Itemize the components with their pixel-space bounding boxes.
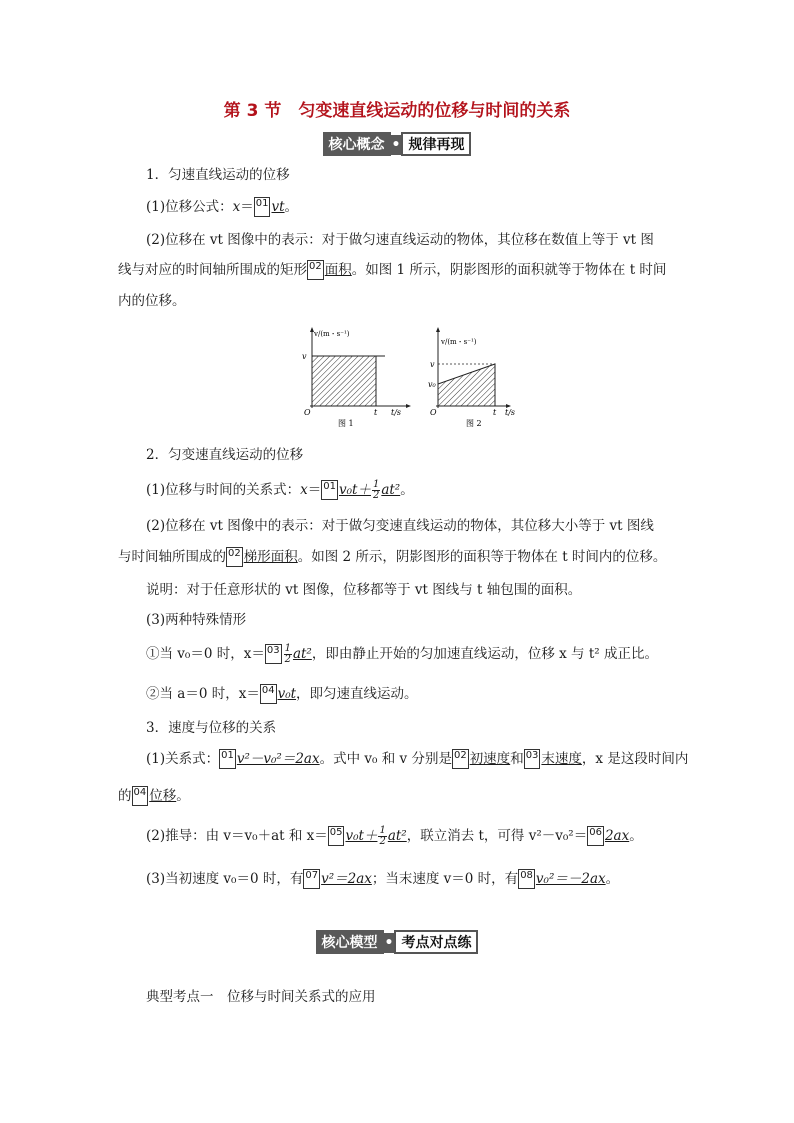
origin-label: O — [304, 408, 311, 417]
answer-number-box: 02 — [226, 547, 243, 567]
text: ，x 是这段时间内 — [581, 751, 689, 767]
shaded-rectangle — [312, 356, 376, 406]
text: (1)关系式： — [146, 751, 220, 767]
s3-line3 — [146, 869, 619, 889]
banner-right-label: 规律再现 — [401, 132, 471, 156]
answer-number-box: 01 — [321, 480, 338, 500]
section4-heading: 典型考点一 位移与时间关系式的应用 — [146, 989, 376, 1005]
text: 。如图 1 所示，阴影图形的面积就等于物体在 t 时间 — [351, 262, 667, 278]
text: (3)当初速度 v₀＝0 时，有 — [146, 871, 304, 887]
text: 和 — [510, 751, 524, 767]
text: 线与对应的时间轴所围成的矩形 — [118, 262, 307, 278]
x-axis-label: t/s — [505, 408, 516, 417]
s3-line1 — [146, 749, 688, 769]
text: 。式中 v₀ 和 v 分别是 — [319, 751, 452, 767]
var: x — [300, 482, 308, 498]
y-tick-v: v — [430, 360, 435, 369]
shaded-trapezoid — [438, 364, 495, 406]
answer-number-box: 02 — [307, 260, 324, 280]
s2-line3: (3)两种特殊情形 — [146, 612, 247, 628]
y-axis-arrow — [436, 327, 440, 332]
denominator: 2 — [372, 490, 380, 501]
s1-line2c: 内的位移。 — [118, 293, 186, 309]
answer-text: 初速度 — [469, 751, 511, 767]
text: (1)位移公式： — [146, 199, 233, 215]
page-title: 第 3 节 匀变速直线运动的位移与时间的关系 — [223, 101, 571, 121]
y-axis-label: v/(m・s⁻¹) — [441, 338, 477, 346]
text: (2)推导：由 v＝v₀＋at 和 x＝ — [146, 828, 328, 844]
figure-2-caption: 图 2 — [466, 419, 482, 428]
fraction — [284, 644, 292, 665]
s1-line1 — [146, 197, 298, 217]
text: at² — [292, 646, 312, 662]
text: ，联立消去 t，可得 v²－v₀²＝ — [406, 828, 588, 844]
banner-left-label: 核心模型 — [316, 930, 384, 954]
text: 。 — [284, 199, 299, 215]
answer-number-box: 02 — [452, 749, 469, 769]
answer-number-box: 01 — [254, 197, 271, 217]
fraction — [378, 826, 386, 847]
denominator: 2 — [284, 654, 291, 665]
numerator: 1 — [379, 825, 386, 836]
origin-label: O — [430, 408, 437, 417]
y-axis-label: v/(m・s⁻¹) — [314, 330, 350, 338]
answer-number-box: 08 — [518, 869, 535, 889]
text: 的 — [118, 788, 132, 804]
x-tick-t: t — [374, 408, 378, 417]
x-tick-t: t — [493, 408, 497, 417]
section-banner-concepts — [0, 132, 794, 156]
figures-area — [290, 322, 530, 434]
var: x — [232, 199, 241, 215]
s2-case1 — [146, 644, 658, 665]
s2-line2a: (2)位移在 vt 图像中的表示：对于做匀变速直线运动的物体，其位移大小等于 vt 图线 — [146, 518, 654, 534]
banner-dot: • — [391, 137, 401, 153]
answer-text: vt — [271, 199, 285, 215]
section2-heading: 2．匀变速直线运动的位移 — [146, 447, 304, 463]
answer-text: v²－v₀²＝2ax — [236, 751, 320, 767]
text: (1)位移与时间的关系式： — [146, 482, 301, 498]
figure-1 — [302, 327, 411, 428]
text: 与时间轴所围成的 — [118, 549, 226, 565]
answer-text: 末速度 — [541, 751, 582, 767]
s2-case2 — [146, 684, 418, 704]
text: ＝ — [307, 482, 322, 498]
denominator: 2 — [379, 836, 386, 847]
text: ＝ — [240, 199, 254, 215]
answer-text: v₀t — [277, 686, 297, 702]
numerator: 1 — [372, 479, 380, 490]
numerator: 1 — [284, 643, 291, 654]
s1-line2b — [118, 260, 666, 280]
s2-line1 — [146, 480, 414, 501]
s3-line2 — [146, 826, 643, 847]
answer-text — [283, 643, 312, 665]
text: ，即由静止开始的匀加速直线运动，位移 x 与 t² 成正比。 — [311, 646, 658, 662]
s2-line2b — [118, 547, 666, 567]
answer-number-box: 06 — [587, 826, 604, 846]
x-axis-arrow — [406, 404, 411, 408]
answer-number-box: 07 — [303, 869, 320, 889]
text: v₀t＋ — [338, 482, 371, 498]
answer-number-box: 03 — [265, 644, 282, 664]
section-banner-models — [0, 930, 794, 954]
answer-number-box: 05 — [328, 826, 345, 846]
answer-text: 2ax — [604, 828, 630, 844]
answer-text — [338, 479, 401, 501]
figure-2 — [428, 327, 515, 428]
banner-left-label: 核心概念 — [323, 132, 391, 156]
answer-number-box: 04 — [132, 786, 149, 806]
answer-text: 梯形面积 — [243, 549, 298, 565]
text: at² — [381, 482, 401, 498]
text: ，即匀速直线运动。 — [296, 686, 418, 702]
banner-right-label: 考点对点练 — [394, 930, 478, 954]
y-tick-v: v — [302, 352, 307, 361]
text: 。 — [400, 482, 414, 498]
text: 。 — [176, 788, 190, 804]
answer-text: v²＝2ax — [321, 871, 372, 887]
section3-heading: 3．速度与位移的关系 — [146, 720, 277, 736]
s2-note: 说明：对于任意形状的 vt 图像，位移都等于 vt 图线与 t 轴包围的面积。 — [146, 582, 582, 598]
answer-number-box: 03 — [524, 749, 541, 769]
text: v₀t＋ — [345, 828, 378, 844]
answer-number-box: 04 — [260, 684, 277, 704]
text: at² — [387, 828, 407, 844]
y-tick-v0: v₀ — [428, 380, 436, 389]
answer-text: 位移 — [149, 788, 177, 804]
text: 。 — [629, 828, 643, 844]
text: 。 — [605, 871, 620, 887]
answer-number-box: 01 — [219, 749, 236, 769]
text: ①当 v₀＝0 时，x＝ — [146, 646, 265, 662]
fraction — [372, 480, 380, 501]
x-axis-label: t/s — [391, 408, 402, 417]
answer-text: v₀²＝－2ax — [535, 871, 606, 887]
figure-1-caption: 图 1 — [338, 419, 354, 428]
s3-line1b — [118, 786, 190, 806]
banner-dot: • — [384, 935, 394, 951]
text: ②当 a＝0 时，x＝ — [146, 686, 260, 702]
text: 。如图 2 所示，阴影图形的面积等于物体在 t 时间内的位移。 — [297, 549, 667, 565]
answer-text — [345, 825, 407, 847]
s1-line2a: (2)位移在 vt 图像中的表示：对于做匀速直线运动的物体，其位移在数值上等于 vt 图 — [146, 232, 654, 248]
text: ；当末速度 v＝0 时，有 — [371, 871, 519, 887]
answer-text: 面积 — [324, 262, 352, 278]
section1-heading: 1．匀速直线运动的位移 — [146, 167, 290, 183]
